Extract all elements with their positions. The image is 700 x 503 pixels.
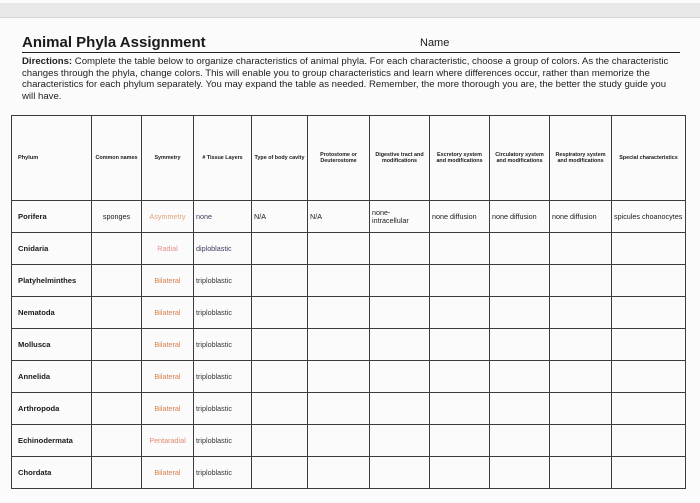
tissue-layers-cell[interactable]: triploblastic [194, 361, 252, 393]
header-body-cavity: Type of body cavity [252, 116, 308, 201]
circulatory-cell[interactable] [490, 361, 550, 393]
header-row [12, 116, 686, 201]
header-respiratory: Respiratory system and modifications [550, 116, 612, 201]
digestive-cell[interactable] [370, 233, 430, 265]
header-phylum: Phylum [12, 116, 92, 201]
phylum-cell: Platyhelminthes [12, 265, 92, 297]
common-names-cell[interactable] [92, 297, 142, 329]
body-cavity-cell[interactable] [252, 393, 308, 425]
digestive-cell[interactable] [370, 329, 430, 361]
special-cell[interactable] [612, 265, 686, 297]
common-names-cell[interactable]: sponges [92, 201, 142, 233]
special-cell[interactable] [612, 329, 686, 361]
tissue-layers-cell[interactable]: triploblastic [194, 393, 252, 425]
name-label: Name [420, 37, 450, 49]
common-names-cell[interactable] [92, 265, 142, 297]
respiratory-cell[interactable] [550, 265, 612, 297]
respiratory-cell[interactable] [550, 393, 612, 425]
tissue-layers-cell[interactable]: triploblastic [194, 329, 252, 361]
digestive-cell[interactable] [370, 425, 430, 457]
table-row [12, 393, 686, 425]
table-row [12, 425, 686, 457]
protostome-cell[interactable] [308, 361, 370, 393]
circulatory-cell[interactable] [490, 457, 550, 489]
excretory-cell[interactable] [430, 297, 490, 329]
protostome-cell[interactable] [308, 297, 370, 329]
phylum-cell: Cnidaria [12, 233, 92, 265]
excretory-cell[interactable] [430, 457, 490, 489]
page-title: Animal Phyla Assignment [22, 34, 206, 51]
excretory-cell[interactable] [430, 265, 490, 297]
protostome-cell[interactable]: N/A [308, 201, 370, 233]
circulatory-cell[interactable] [490, 425, 550, 457]
body-cavity-cell[interactable] [252, 457, 308, 489]
body-cavity-cell[interactable]: N/A [252, 201, 308, 233]
symmetry-cell[interactable]: Bilateral [142, 297, 194, 329]
circulatory-cell[interactable] [490, 393, 550, 425]
excretory-cell[interactable]: none diffusion [430, 201, 490, 233]
title-underline [22, 52, 680, 53]
tissue-layers-cell[interactable]: triploblastic [194, 265, 252, 297]
table-row [12, 233, 686, 265]
symmetry-cell[interactable]: Asymmetry [142, 201, 194, 233]
common-names-cell[interactable] [92, 233, 142, 265]
symmetry-cell[interactable]: Pentaradial [142, 425, 194, 457]
header-excretory: Excretory system and modifications [430, 116, 490, 201]
digestive-cell[interactable] [370, 457, 430, 489]
digestive-cell[interactable] [370, 265, 430, 297]
respiratory-cell[interactable]: none diffusion [550, 201, 612, 233]
respiratory-cell[interactable] [550, 457, 612, 489]
special-cell[interactable] [612, 361, 686, 393]
symmetry-cell[interactable]: Bilateral [142, 393, 194, 425]
digestive-cell[interactable] [370, 361, 430, 393]
protostome-cell[interactable] [308, 393, 370, 425]
symmetry-cell[interactable]: Bilateral [142, 457, 194, 489]
protostome-cell[interactable] [308, 233, 370, 265]
protostome-cell[interactable] [308, 425, 370, 457]
symmetry-cell[interactable]: Radial [142, 233, 194, 265]
phylum-cell: Arthropoda [12, 393, 92, 425]
table-row [12, 201, 686, 233]
special-cell[interactable] [612, 457, 686, 489]
body-cavity-cell[interactable] [252, 361, 308, 393]
page-top-strip [0, 3, 700, 18]
excretory-cell[interactable] [430, 233, 490, 265]
respiratory-cell[interactable] [550, 425, 612, 457]
phylum-cell: Echinodermata [12, 425, 92, 457]
header-symmetry: Symmetry [142, 116, 194, 201]
special-cell[interactable] [612, 233, 686, 265]
table-row [12, 361, 686, 393]
special-cell[interactable]: spicules choanocytes [612, 201, 686, 233]
protostome-cell[interactable] [308, 265, 370, 297]
excretory-cell[interactable] [430, 361, 490, 393]
special-cell[interactable] [612, 425, 686, 457]
table-row [12, 265, 686, 297]
circulatory-cell[interactable] [490, 297, 550, 329]
digestive-cell[interactable] [370, 297, 430, 329]
common-names-cell[interactable] [92, 457, 142, 489]
protostome-cell[interactable] [308, 457, 370, 489]
phylum-cell: Porifera [12, 201, 92, 233]
respiratory-cell[interactable] [550, 233, 612, 265]
digestive-cell[interactable] [370, 393, 430, 425]
circulatory-cell[interactable]: none diffusion [490, 201, 550, 233]
excretory-cell[interactable] [430, 393, 490, 425]
circulatory-cell[interactable] [490, 329, 550, 361]
table-row [12, 457, 686, 489]
respiratory-cell[interactable] [550, 297, 612, 329]
respiratory-cell[interactable] [550, 361, 612, 393]
directions-text: Complete the table below to organize characteristics of animal phyla. For each characteristic, choose a group of colors. As the characteristic changes through the phyla, change colors. This will enable you to group characteristics and learn where differences occur, rather than memorize the characteristics for each phylum separately. You may expand the table as needed. Remember, the more thorough you are, the better the study guide you will have. [22, 56, 669, 102]
phylum-cell: Chordata [12, 457, 92, 489]
phyla-table [11, 115, 686, 489]
body-cavity-cell[interactable] [252, 329, 308, 361]
tissue-layers-cell[interactable]: triploblastic [194, 425, 252, 457]
tissue-layers-cell[interactable]: diploblastic [194, 233, 252, 265]
body-cavity-cell[interactable] [252, 233, 308, 265]
directions-label: Directions: [22, 56, 73, 67]
excretory-cell[interactable] [430, 425, 490, 457]
circulatory-cell[interactable] [490, 265, 550, 297]
circulatory-cell[interactable] [490, 233, 550, 265]
special-cell[interactable] [612, 297, 686, 329]
table-row [12, 297, 686, 329]
body-cavity-cell[interactable] [252, 297, 308, 329]
directions-paragraph [22, 56, 677, 102]
symmetry-cell[interactable]: Bilateral [142, 329, 194, 361]
header-circulatory: Circulatory system and modifications [490, 116, 550, 201]
common-names-cell[interactable] [92, 393, 142, 425]
phylum-cell: Mollusca [12, 329, 92, 361]
header-common-names: Common names [92, 116, 142, 201]
header-protostome: Protostome or Deuterostome [308, 116, 370, 201]
body-cavity-cell[interactable] [252, 425, 308, 457]
protostome-cell[interactable] [308, 329, 370, 361]
tissue-layers-cell[interactable]: triploblastic [194, 297, 252, 329]
common-names-cell[interactable] [92, 425, 142, 457]
phylum-cell: Nematoda [12, 297, 92, 329]
header-digestive: Digestive tract and modifications [370, 116, 430, 201]
common-names-cell[interactable] [92, 361, 142, 393]
body-cavity-cell[interactable] [252, 265, 308, 297]
digestive-cell[interactable]: none-intracellular [370, 201, 430, 233]
special-cell[interactable] [612, 393, 686, 425]
header-special: Special characteristics [612, 116, 686, 201]
tissue-layers-cell[interactable]: none [194, 201, 252, 233]
symmetry-cell[interactable]: Bilateral [142, 265, 194, 297]
respiratory-cell[interactable] [550, 329, 612, 361]
common-names-cell[interactable] [92, 329, 142, 361]
table-row [12, 329, 686, 361]
symmetry-cell[interactable]: Bilateral [142, 361, 194, 393]
tissue-layers-cell[interactable]: triploblastic [194, 457, 252, 489]
header-tissue-layers: # Tissue Layers [194, 116, 252, 201]
excretory-cell[interactable] [430, 329, 490, 361]
phylum-cell: Annelida [12, 361, 92, 393]
